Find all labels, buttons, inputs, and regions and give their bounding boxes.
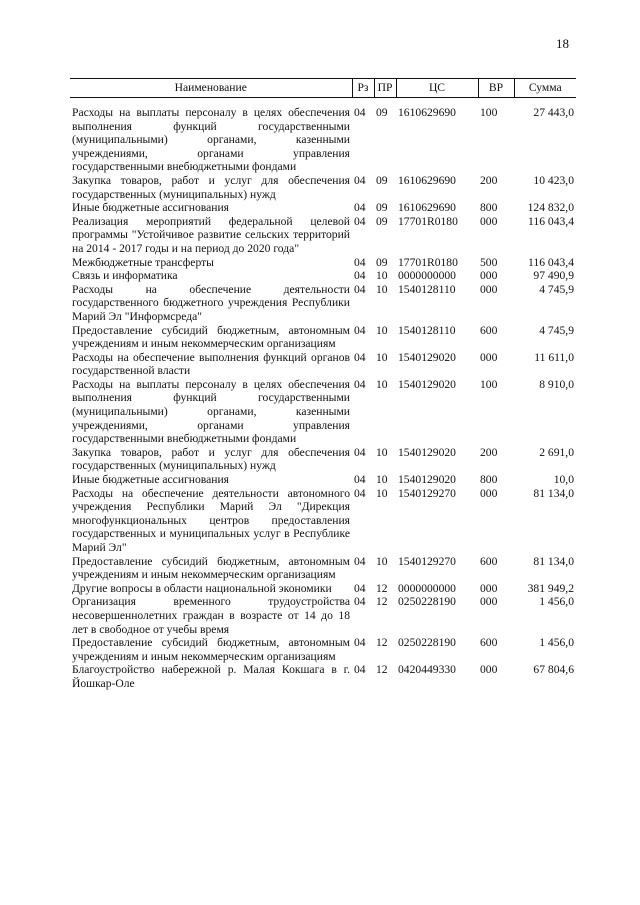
cell-sum: 381 949,2: [527, 581, 574, 595]
header-rz: Рз: [352, 79, 374, 98]
cell-cs: 1540129020: [398, 350, 456, 364]
cell-sum: 81 134,0: [533, 554, 574, 568]
cell-name: Благоустройство набережной р. Малая Кокшага в г. Йошкар-Оле: [72, 663, 350, 690]
cell-sum: 8 910,0: [539, 377, 574, 391]
cell-rz: 04: [354, 214, 366, 228]
cell-rz: 04: [354, 663, 366, 677]
cell-pr: 10: [376, 282, 388, 296]
cell-sum: 27 443,0: [533, 106, 574, 119]
cell-vr: 500: [480, 255, 498, 269]
header-pr: ПР: [374, 79, 396, 98]
cell-cs: 17701R0180: [398, 255, 458, 269]
cell-cs: 0420449330: [398, 663, 456, 677]
cell-name: Расходы на выплаты персоналу в целях обеспечения выполнения функций государственными (муниципальными) органами, казенными учреждениями, органами управления государственными внебюджетными фондами: [72, 377, 350, 446]
cell-name: Связь и информатика: [72, 269, 178, 283]
cell-cs: 0250228190: [398, 595, 456, 609]
cell-pr: 09: [376, 173, 388, 187]
table-row: [70, 663, 576, 690]
cell-pr: 10: [376, 377, 388, 391]
cell-pr: 10: [376, 554, 388, 568]
cell-rz: 04: [354, 595, 366, 609]
cell-rz: 04: [354, 350, 366, 364]
cell-rz: 04: [354, 473, 366, 487]
cell-vr: 200: [480, 173, 498, 187]
table-row: [70, 201, 576, 215]
cell-name: Расходы на обеспечение деятельности автономного учреждения Республики Марий Эл "Дирекция многофункциональных центров предоставления государственных и муниципальных услуг в Республике Марий Эл": [72, 486, 350, 554]
cell-pr: 10: [376, 445, 388, 459]
cell-cs: 1610629690: [398, 201, 456, 215]
cell-vr: 000: [480, 350, 498, 364]
cell-name: Расходы на обеспечение выполнения функций органов государственной власти: [72, 350, 350, 378]
cell-sum: 1 456,0: [539, 595, 574, 609]
cell-vr: 000: [480, 581, 498, 595]
table-row: [70, 351, 576, 378]
cell-pr: 10: [376, 269, 388, 283]
table-row: [70, 283, 576, 324]
cell-sum: 124 832,0: [527, 201, 574, 215]
budget-table: [70, 78, 576, 691]
table-row: [70, 269, 576, 283]
page-number: 18: [556, 36, 569, 51]
cell-name: Организация временного трудоустройства несовершеннолетних граждан в возрасте от 14 до 18 лет в свободное от учебы время: [72, 595, 350, 636]
header-name: Наименование: [70, 79, 352, 98]
cell-pr: 12: [376, 663, 388, 677]
table-row: [70, 636, 576, 663]
cell-rz: 04: [354, 486, 366, 500]
cell-cs: 1540128110: [398, 323, 456, 337]
cell-pr: 09: [376, 214, 388, 228]
cell-vr: 000: [480, 269, 498, 283]
cell-pr: 09: [376, 255, 388, 269]
table-body: [70, 98, 576, 691]
cell-pr: 12: [376, 636, 388, 650]
cell-cs: 1540129020: [398, 473, 456, 487]
cell-vr: 200: [480, 445, 498, 459]
table-header-row: [70, 79, 576, 98]
cell-name: Другие вопросы в области национальной экономики: [72, 581, 332, 595]
cell-vr: 800: [480, 201, 498, 215]
header-vr: ВР: [478, 79, 514, 98]
cell-pr: 10: [376, 350, 388, 364]
table-row: [70, 324, 576, 351]
cell-rz: 04: [354, 269, 366, 283]
cell-vr: 600: [480, 636, 498, 650]
cell-pr: 10: [376, 486, 388, 500]
cell-sum: 10 423,0: [533, 173, 574, 187]
cell-cs: 0250228190: [398, 636, 456, 650]
cell-vr: 100: [480, 106, 498, 119]
cell-rz: 04: [354, 173, 366, 187]
table-row: [70, 582, 576, 596]
cell-cs: 1540129020: [398, 377, 456, 391]
cell-vr: 600: [480, 323, 498, 337]
cell-rz: 04: [354, 106, 366, 119]
cell-vr: 600: [480, 554, 498, 568]
cell-vr: 000: [480, 214, 498, 228]
cell-sum: 4 745,9: [539, 282, 574, 296]
cell-rz: 04: [354, 201, 366, 215]
cell-pr: 09: [376, 201, 388, 215]
cell-sum: 2 691,0: [539, 445, 574, 459]
cell-cs: 0000000000: [398, 269, 456, 283]
cell-vr: 800: [480, 473, 498, 487]
cell-sum: 116 043,4: [528, 214, 574, 228]
cell-rz: 04: [354, 255, 366, 269]
cell-name: Закупка товаров, работ и услуг для обеспечения государственных (муниципальных) нужд: [72, 445, 350, 473]
cell-name: Иные бюджетные ассигнования: [72, 473, 229, 487]
cell-name: Иные бюджетные ассигнования: [72, 201, 229, 215]
cell-pr: 12: [376, 581, 388, 595]
cell-name: Закупка товаров, работ и услуг для обеспечения государственных (муниципальных) нужд: [72, 173, 350, 201]
cell-rz: 04: [354, 581, 366, 595]
cell-pr: 12: [376, 595, 388, 609]
cell-cs: 1540129270: [398, 486, 456, 500]
table-row: [70, 446, 576, 473]
cell-name: Расходы на выплаты персоналу в целях обеспечения выполнения функций государственными (муниципальными) органами, казенными учреждениями, органами управления государственными внебюджетными фондами: [72, 106, 350, 174]
table-row: [70, 555, 576, 582]
header-sum: Сумма: [514, 79, 576, 98]
table-row: [70, 595, 576, 636]
cell-vr: 000: [480, 282, 498, 296]
cell-name: Реализация мероприятий федеральной целевой программы "Устойчивое развитие сельских территорий на 2014 - 2017 годы и на период до 2020 года": [72, 214, 350, 255]
cell-pr: 10: [376, 323, 388, 337]
cell-cs: 17701R0180: [398, 214, 458, 228]
cell-pr: 10: [376, 473, 388, 487]
cell-rz: 04: [354, 636, 366, 650]
cell-vr: 000: [480, 486, 498, 500]
cell-cs: 1610629690: [398, 173, 456, 187]
table-row: [70, 378, 576, 446]
cell-sum: 4 745,9: [539, 323, 574, 337]
cell-rz: 04: [354, 377, 366, 391]
cell-sum: 116 043,4: [528, 255, 574, 269]
cell-cs: 1540128110: [398, 282, 456, 296]
table-row: [70, 487, 576, 555]
table-row: [70, 256, 576, 270]
cell-rz: 04: [354, 282, 366, 296]
cell-name: Предоставление субсидий бюджетным, автономным учреждениям и иным некоммерческим организациям: [72, 323, 350, 351]
cell-name: Предоставление субсидий бюджетным, автономным учреждениям и иным некоммерческим организациям: [72, 636, 350, 663]
cell-name: Предоставление субсидий бюджетным, автономным учреждениям и иным некоммерческим организациям: [72, 554, 350, 582]
table-row: [70, 174, 576, 201]
cell-vr: 000: [480, 595, 498, 609]
cell-name: Межбюджетные трансферты: [72, 255, 214, 269]
cell-name: Расходы на обеспечение деятельности государственного бюджетного учреждения Республики Марий Эл "Информсреда": [72, 282, 350, 323]
cell-pr: 09: [376, 106, 388, 119]
cell-sum: 1 456,0: [539, 636, 574, 650]
cell-cs: 1610629690: [398, 106, 456, 119]
cell-sum: 10,0: [553, 473, 574, 487]
table-row: [70, 98, 576, 174]
cell-sum: 81 134,0: [533, 486, 574, 500]
cell-rz: 04: [354, 554, 366, 568]
cell-cs: 1540129270: [398, 554, 456, 568]
cell-cs: 1540129020: [398, 445, 456, 459]
cell-vr: 100: [480, 377, 498, 391]
cell-cs: 0000000000: [398, 581, 456, 595]
cell-vr: 000: [480, 663, 498, 677]
cell-rz: 04: [354, 445, 366, 459]
header-cs: ЦС: [396, 79, 478, 98]
cell-sum: 97 490,9: [533, 269, 574, 283]
cell-sum: 11 611,0: [534, 350, 574, 364]
cell-sum: 67 804,6: [533, 663, 574, 677]
table-row: [70, 473, 576, 487]
cell-rz: 04: [354, 323, 366, 337]
table-row: [70, 215, 576, 256]
